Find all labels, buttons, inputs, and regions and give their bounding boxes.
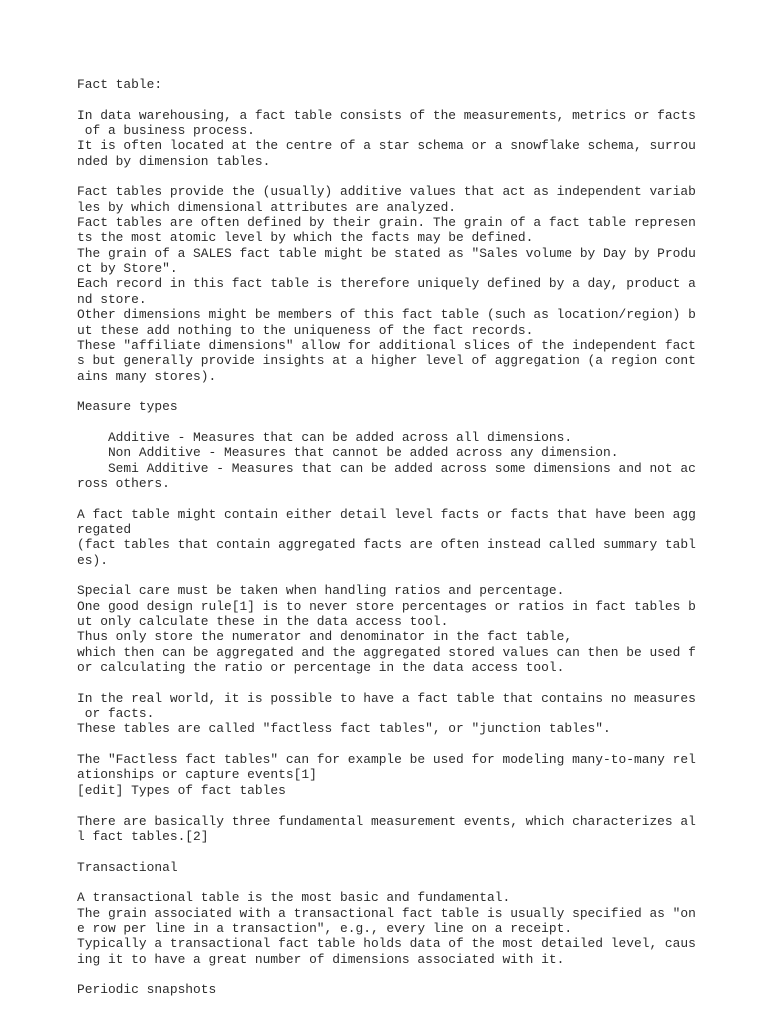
text-line: ains many stores).: [77, 368, 217, 384]
text-line: regated: [77, 521, 132, 537]
blank-line: [77, 844, 696, 859]
text-line: In data warehousing, a fact table consists of the measurements, metrics or facts: [77, 107, 696, 123]
text-line: Additive - Measures that can be added across all dimensions.: [77, 429, 573, 445]
text-line: There are basically three fundamental measurement events, which characterizes al: [77, 813, 696, 829]
text-line: Periodic snapshots: [77, 982, 217, 998]
text-line: which then can be aggregated and the aggregated stored values can then be used f: [77, 644, 696, 660]
text-line: It is often located at the centre of a star schema or a snowflake schema, surrou: [77, 138, 696, 154]
document-body-text: [77, 77, 696, 998]
text-line: Non Additive - Measures that cannot be added across any dimension.: [77, 445, 619, 461]
text-line: ut only calculate these in the data access tool.: [77, 614, 449, 630]
blank-line: [77, 415, 696, 430]
text-line: One good design rule[1] is to never store percentages or ratios in fact tables b: [77, 598, 696, 614]
text-line: The "Factless fact tables" can for example be used for modeling many-to-many rel: [77, 752, 696, 768]
text-line: ing it to have a great number of dimensions associated with it.: [77, 951, 565, 967]
blank-line: [77, 92, 696, 107]
text-line: ts the most atomic level by which the facts may be defined.: [77, 230, 534, 246]
text-line: A transactional table is the most basic and fundamental.: [77, 890, 511, 906]
text-line: es).: [77, 552, 108, 568]
text-line: Semi Additive - Measures that can be added across some dimensions and not ac: [77, 460, 696, 476]
text-line: s but generally provide insights at a higher level of aggregation (a region cont: [77, 353, 696, 369]
text-line: or calculating the ratio or percentage in the data access tool.: [77, 660, 565, 676]
text-line: les by which dimensional attributes are analyzed.: [77, 199, 457, 215]
text-line: l fact tables.[2]: [77, 828, 209, 844]
text-line: of a business process.: [77, 123, 255, 139]
text-line: Other dimensions might be members of this fact table (such as location/region) b: [77, 307, 696, 323]
text-line: ct by Store".: [77, 261, 178, 277]
blank-line: [77, 491, 696, 506]
text-line: ross others.: [77, 475, 170, 491]
text-line: Thus only store the numerator and denominator in the fact table,: [77, 629, 573, 645]
blank-line: [77, 967, 696, 982]
blank-line: [77, 875, 696, 890]
text-line: [edit] Types of fact tables: [77, 782, 286, 798]
text-line: e row per line in a transaction", e.g., every line on a receipt.: [77, 920, 573, 936]
blank-line: [77, 568, 696, 583]
text-line: These tables are called "factless fact tables", or "junction tables".: [77, 721, 611, 737]
text-line: (fact tables that contain aggregated facts are often instead called summary tabl: [77, 537, 696, 553]
text-line: Typically a transactional fact table holds data of the most detailed level, caus: [77, 936, 696, 952]
blank-line: [77, 169, 696, 184]
blank-line: [77, 675, 696, 690]
text-line: These "affiliate dimensions" allow for additional slices of the independent fact: [77, 337, 696, 353]
text-line: nd store.: [77, 291, 147, 307]
text-line: In the real world, it is possible to have a fact table that contains no measures: [77, 690, 696, 706]
text-line: Transactional: [77, 859, 178, 875]
text-line: The grain of a SALES fact table might be stated as "Sales volume by Day by Produ: [77, 245, 696, 261]
text-line: Special care must be taken when handling ratios and percentage.: [77, 583, 565, 599]
text-line: nded by dimension tables.: [77, 153, 271, 169]
text-line: Fact tables are often defined by their grain. The grain of a fact table represen: [77, 215, 696, 231]
text-line: ationships or capture events[1]: [77, 767, 317, 783]
text-line: The grain associated with a transactional fact table is usually specified as "on: [77, 905, 696, 921]
text-line: Each record in this fact table is therefore uniquely defined by a day, product a: [77, 276, 696, 292]
text-line: ut these add nothing to the uniqueness of the fact records.: [77, 322, 534, 338]
blank-line: [77, 737, 696, 752]
text-line: Fact table:: [77, 77, 163, 92]
text-line: or facts.: [77, 706, 155, 722]
text-line: A fact table might contain either detail level facts or facts that have been agg: [77, 506, 696, 522]
blank-line: [77, 384, 696, 399]
text-line: Fact tables provide the (usually) additive values that act as independent variab: [77, 184, 696, 200]
text-line: Measure types: [77, 399, 178, 415]
blank-line: [77, 798, 696, 813]
